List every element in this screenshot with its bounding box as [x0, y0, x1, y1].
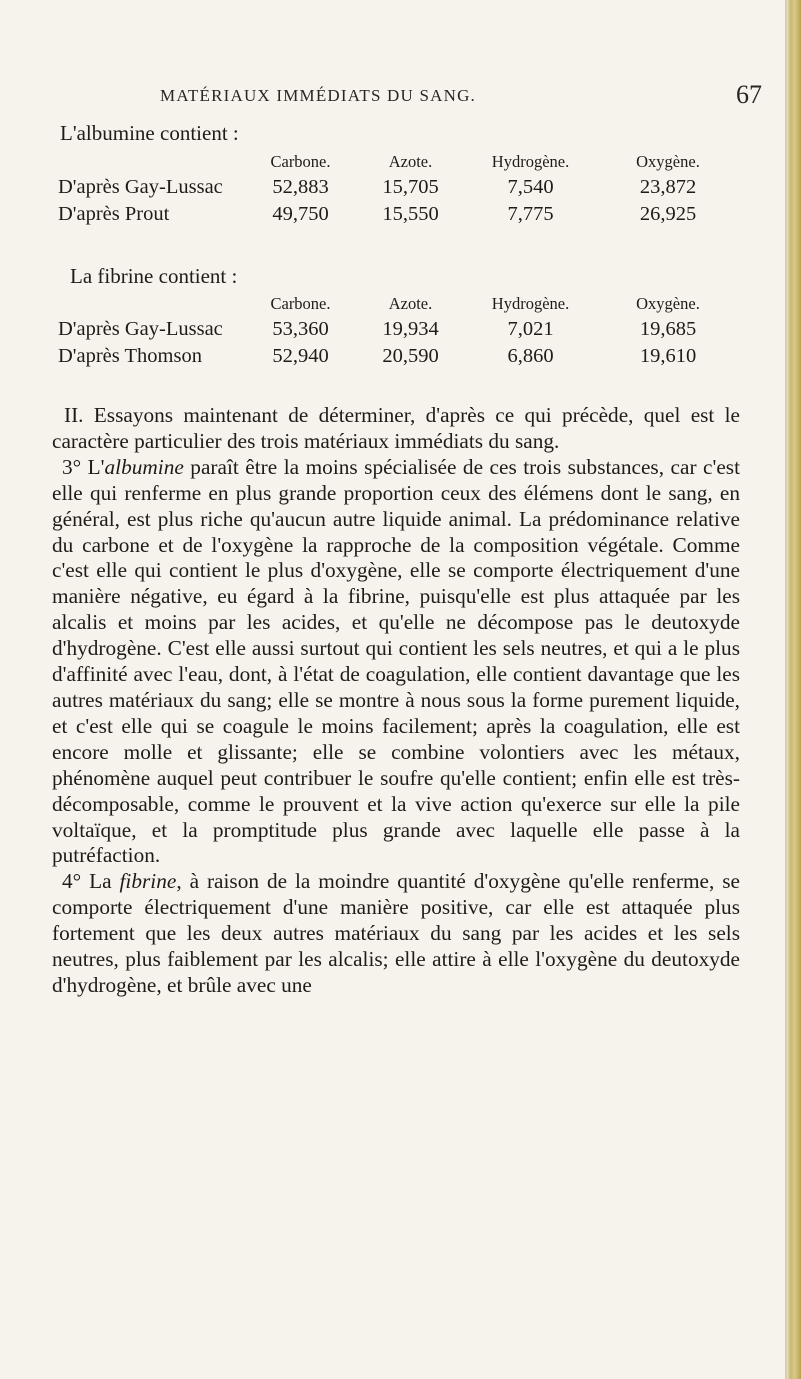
- table-row: [58, 316, 738, 343]
- fibrine-table: [58, 292, 738, 370]
- row-source: D'après Prout: [58, 203, 170, 225]
- para-number: 3° L': [62, 454, 105, 479]
- term-albumine: albumine: [104, 454, 184, 479]
- row-source: D'après Gay-Lussac: [58, 176, 223, 198]
- column-header: Oxygène.: [636, 294, 700, 313]
- table-cell: 20,590: [382, 345, 439, 367]
- column-header: Carbone.: [270, 294, 331, 313]
- table-cell: 19,685: [639, 318, 697, 340]
- running-title: MATÉRIAUX IMMÉDIATS DU SANG.: [160, 86, 476, 105]
- table-cell: 15,705: [382, 176, 439, 198]
- column-header: Hydrogène.: [491, 294, 570, 313]
- albumine-table: [58, 150, 738, 228]
- term-fibrine: fibrine: [119, 869, 177, 894]
- table-row: [58, 174, 738, 201]
- body-text: [52, 403, 740, 999]
- table-cell: 6,860: [507, 345, 554, 367]
- para-text: , à raison de la moindre quantité d'oxygène qu'elle renferme, se comporte électriquement d'une manière positive, car elle est attaquée plus fortement que les deux autres matériaux du sang par les acides et les sels neutres, plus faiblement par les alcalis; elle attire à elle l'oxygène du deutoxyde d'hydrogène, et brûle avec une: [52, 869, 740, 997]
- albumine-label: L'albumine contient :: [60, 121, 239, 145]
- table-cell: 26,925: [639, 203, 697, 225]
- column-header: Carbone.: [270, 152, 331, 171]
- running-header: [160, 80, 762, 109]
- para-text: paraît être la moins spécialisée de ces trois substances, car c'est elle qui renferme en plus grande proportion ceux des élémens dont le sang, en général, est plus riche qu'aucun autre liquide animal. La prédominance relative du carbone et de l'oxygène la rapproche de la composition végétale. Comme c'est elle qui contient le plus d'oxygène, elle se comporte électriquement d'une manière négative, eu égard à la fibrine, puisqu'elle est plus attaquée par les alcalis et moins par les acides, et qu'elle ne décompose pas le deutoxyde d'hydrogène. C'est elle aussi surtout qui contient les sels neutres, et qui a le plus d'affinité avec l'eau, dont, à l'état de coagulation, elle contient davantage que les autres matériaux du sang; elle se montre à nous sous la forme purement liquide, et c'est elle qui se coagule le moins facilement; après la coagulation, elle est encore molle et glissante; elle se combine volontiers avec les métaux, phénomène auquel peut contribuer le soufre qu'elle contient; enfin elle est très-décomposable, comme le prouvent et la vive action qu'exerce sur elle la pile voltaïque, et la promptitude plus grande avec laquelle elle passe à la putréfaction.: [52, 454, 740, 868]
- table-cell: 7,021: [507, 318, 554, 340]
- page-edge: [787, 0, 801, 1379]
- row-source: D'après Thomson: [58, 345, 202, 367]
- table-header-row: [58, 150, 738, 174]
- table-cell: 19,610: [639, 345, 697, 367]
- table-header-row: [58, 292, 738, 316]
- column-header: Azote.: [388, 294, 433, 313]
- paragraph-albumine: [52, 455, 740, 870]
- page-number: 67: [736, 80, 762, 109]
- table-cell: 7,775: [507, 203, 554, 225]
- paragraph-ii: II. Essayons maintenant de déterminer, d'après ce qui précède, quel est le caractère particulier des trois matériaux immédiats du sang.: [52, 403, 740, 453]
- table-cell: 52,940: [272, 345, 329, 367]
- table-cell: 23,872: [639, 176, 697, 198]
- fibrine-label: La fibrine contient :: [70, 264, 238, 288]
- table-cell: 7,540: [507, 176, 554, 198]
- table-cell: 15,550: [382, 203, 439, 225]
- table-row: [58, 343, 738, 370]
- table-cell: 52,883: [272, 176, 329, 198]
- table-cell: 49,750: [272, 203, 329, 225]
- table-cell: 53,360: [272, 318, 329, 340]
- table-cell: 19,934: [382, 318, 439, 340]
- column-header: Oxygène.: [636, 152, 700, 171]
- paragraph-fibrine: [52, 869, 740, 999]
- para-number: 4° La: [62, 869, 120, 894]
- row-source: D'après Gay-Lussac: [58, 318, 223, 340]
- table-row: [58, 201, 738, 228]
- column-header: Hydrogène.: [491, 152, 570, 171]
- column-header: Azote.: [388, 152, 433, 171]
